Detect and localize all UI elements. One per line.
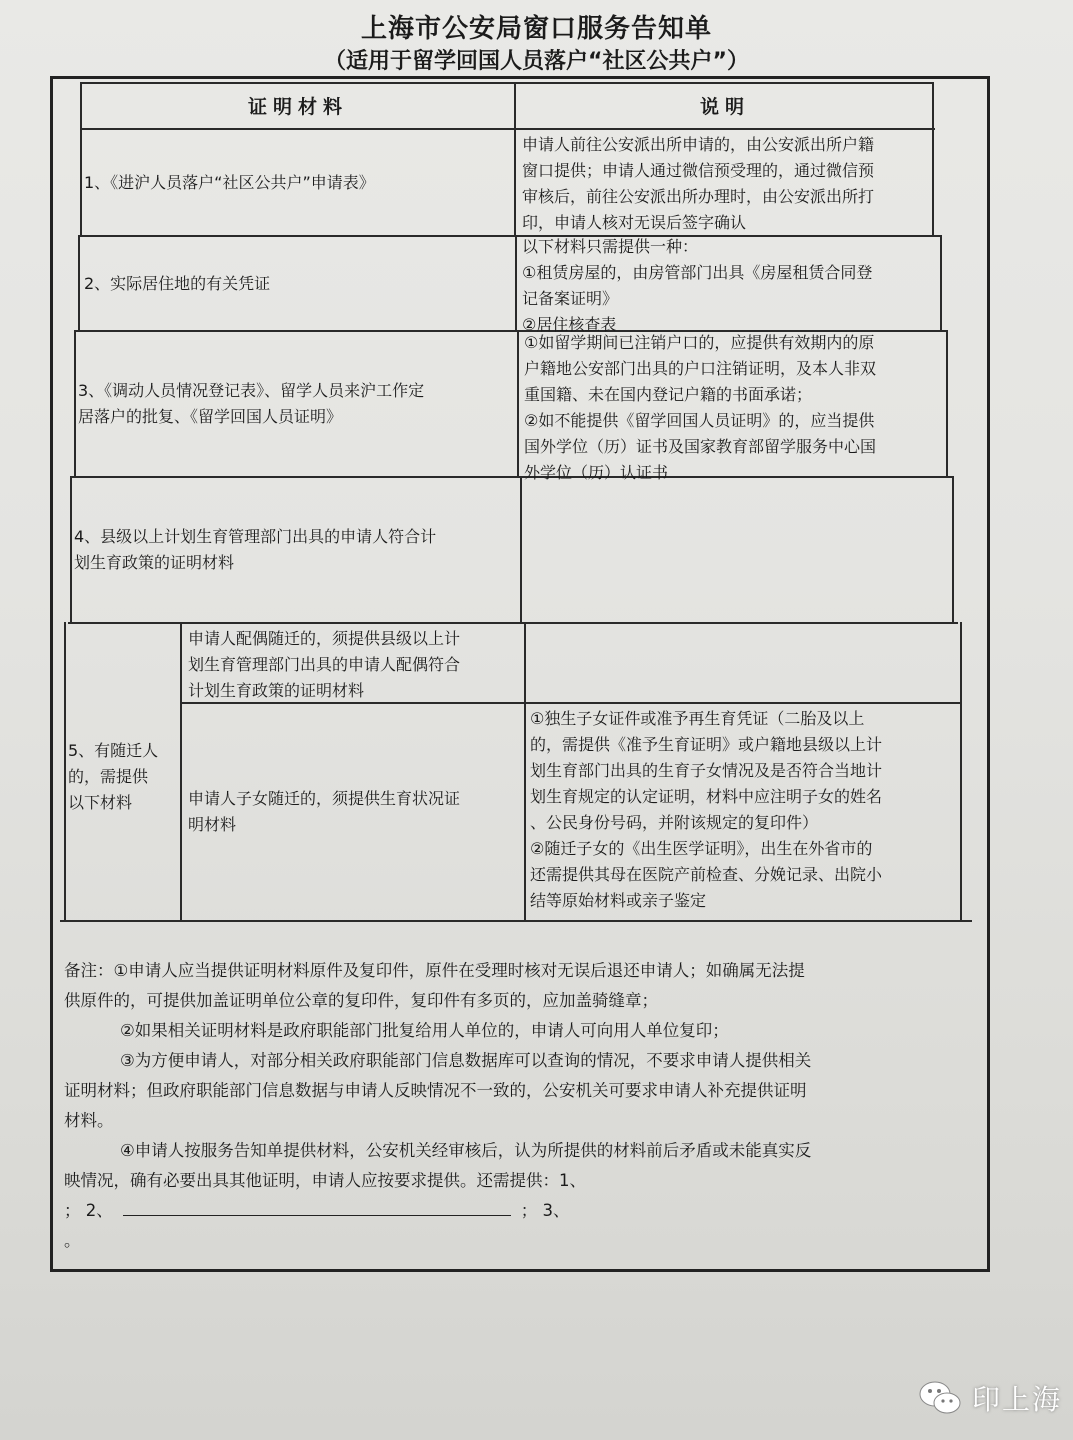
right-border-r2 (940, 235, 942, 330)
table-top-border (80, 82, 933, 84)
sub-column-divider (180, 622, 182, 920)
header-bottom-border (80, 128, 935, 130)
column-divider-3 (517, 330, 519, 476)
column-divider-5 (524, 622, 526, 920)
row5b-material: 申请人子女随迁的，须提供生育状况证 明材料 (188, 789, 461, 834)
page-title: 上海市公安局窗口服务告知单 (360, 14, 712, 44)
watermark-text: 印上海 (972, 1383, 1063, 1416)
left-border-r4 (70, 476, 72, 622)
page-subtitle: （适用于留学回国人员落户“社区公共户”） (324, 49, 749, 74)
row2-material: 2、实际居住地的有关凭证 (84, 274, 271, 293)
header-notes: 说明 (699, 96, 750, 118)
row5b-note: ①独生子女证件或准予再生育凭证（二胎及以上 的，需提供《准予生育证明》或户籍地县级以上计 划生育部门出具的生育子女情况及是否符合当地计 划生育规定的认定证明，材料中应注明子女的姓名 、公民身份号码，并附该规定的复印件） ②随迁子女的《出生医学证明》，出生在外省市的 还需提供其母在医院产前检查、分娩记录、出院小 结等原始材料或亲子鉴定 (530, 709, 883, 910)
right-border-r4 (952, 476, 954, 622)
left-border-r2 (78, 235, 80, 330)
right-border-upper (932, 82, 934, 237)
remarks-section: 备注：①申请人应当提供证明材料原件及复印件，原件在受理时核对无误后退还申请人；如确属无法提 供原件的，可提供加盖证明单位公章的复印件，复印件有多页的，应加盖骑缝章； ②如果相关证明材料是政府职能部门批复给用人单位的，申请人可向用人单位复印； ③为方便申请人，对部分相关政府职能部门信息数据库可以查询的情况，不要求申请人提供相关 证明材料；但政府职能部门信息数据与申请人反映情况不一致的，公安机关可要求申请人补充提供证明 材料。 ④申请人按服务告知单提供材料，公安机关经审核后，认为所提供的材料前后矛盾或未能真实反 映情况，确有必要出具其他证明，申请人应按要求提供。还需提供：1、 ； 2、 ； 3、 。 (64, 956, 968, 1256)
column-divider-2 (515, 235, 517, 330)
left-border-upper (80, 82, 82, 237)
watermark (918, 1376, 1062, 1420)
row1-material: 1、《进沪人员落户“社区公共户”申请表》 (84, 173, 375, 192)
row1-note: 申请人前往公安派出所申请的，由公安派出所户籍 窗口提供；申请人通过微信预受理的，通过微信预 审核后，前往公安派出所办理时，由公安派出所打 印，申请人核对无误后签字确认 (522, 135, 875, 232)
right-border-r5 (960, 622, 962, 920)
row3-material: 3、《调动人员情况登记表》、留学人员来沪工作定 居落户的批复、《留学回国人员证明》 (78, 381, 425, 426)
wechat-icon (918, 1378, 962, 1418)
row4-material: 4、县级以上计划生育管理部门出具的申请人符合计 划生育政策的证明材料 (74, 527, 437, 572)
row2-note: 以下材料只需提供一种： ①租赁房屋的，由房管部门出具《房屋租赁合同登 记备案证明》 ②居住核查表 (522, 237, 873, 334)
left-border-r5 (64, 622, 66, 920)
blank-field (123, 1197, 511, 1216)
column-divider-4 (520, 476, 522, 622)
left-border-r3 (74, 330, 76, 476)
right-border-r3 (946, 330, 948, 476)
row-divider-4 (68, 622, 958, 624)
column-divider-1 (514, 82, 516, 235)
row-divider-5 (60, 920, 972, 922)
row5-material: 5、有随迁人 的，需提供 以下材料 (68, 741, 159, 812)
header-materials: 证明材料 (247, 96, 348, 118)
row5a-material: 申请人配偶随迁的，须提供县级以上计 划生育管理部门出具的申请人配偶符合 计划生育政策的证明材料 (188, 629, 461, 700)
row3-note: ①如留学期间已注销户口的，应提供有效期内的原 户籍地公安部门出具的户口注销证明，及本人非双 重国籍、未在国内登记户籍的书面承诺； ②如不能提供《留学回国人员证明》的，应当提供 国外学位（历）证书及国家教育部留学服务中心国 外学位（历）认证书 (524, 333, 877, 482)
fill-in-line: ； 2、 ； 3、 (64, 1196, 968, 1226)
